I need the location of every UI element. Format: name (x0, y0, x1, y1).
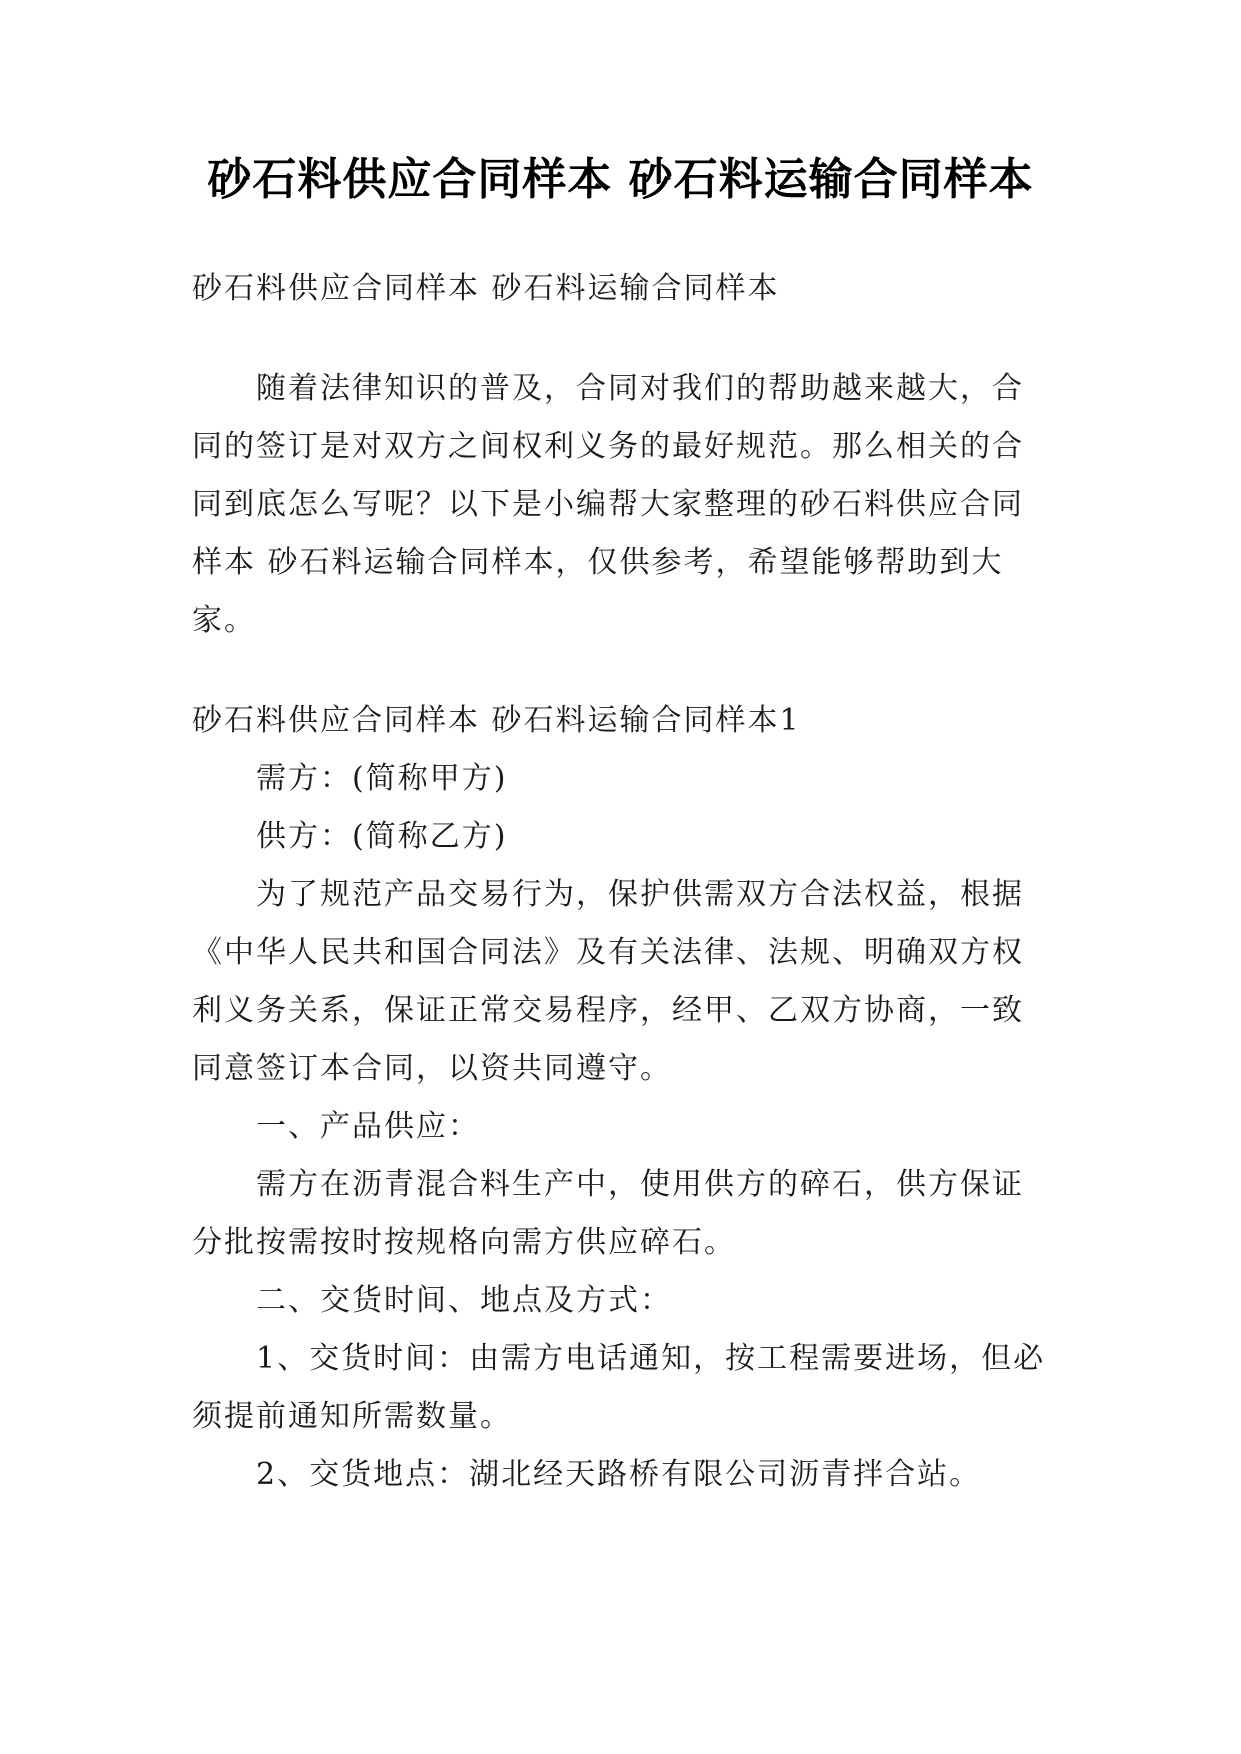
seller-line: 供方：(简称乙方) (256, 819, 508, 854)
document-body (192, 260, 1052, 1504)
intro-paragraph: 随着法律知识的普及，合同对我们的帮助越来越大，合同的签订是对双方之间权利义务的最好规范。那么相关的合同到底怎么写呢？以下是小编帮大家整理的砂石料供应合同样本 砂石料运输合同样本，仅供参考，希望能够帮助到大家。 (192, 371, 1024, 638)
clause-item: 2、交货地点：湖北经天路桥有限公司沥青拌合站。 (256, 1457, 982, 1492)
buyer-line: 需方：(简称甲方) (256, 761, 508, 796)
purpose-paragraph: 为了规范产品交易行为，保护供需双方合法权益，根据《中华人民共和国合同法》及有关法律、法规、明确双方权利义务关系，保证正常交易程序，经甲、乙双方协商，一致同意签订本合同，以资共同遵守。 (192, 877, 1024, 1086)
clause-paragraph: 需方在沥青混合料生产中，使用供方的碎石，供方保证分批按需按时按规格向需方供应碎石。 (192, 1167, 1024, 1260)
clause-item: 1、交货时间：由需方电话通知，按工程需要进场，但必须提前通知所需数量。 (192, 1341, 1046, 1434)
section-heading: 砂石料供应合同样本 砂石料运输合同样本1 (192, 703, 801, 738)
clause-heading: 一、产品供应： (256, 1109, 480, 1144)
document-title: 砂石料供应合同样本 砂石料运输合同样本 (207, 154, 1034, 205)
clause-heading: 二、交货时间、地点及方式： (256, 1283, 672, 1318)
document-subtitle: 砂石料供应合同样本 砂石料运输合同样本 (192, 271, 780, 306)
